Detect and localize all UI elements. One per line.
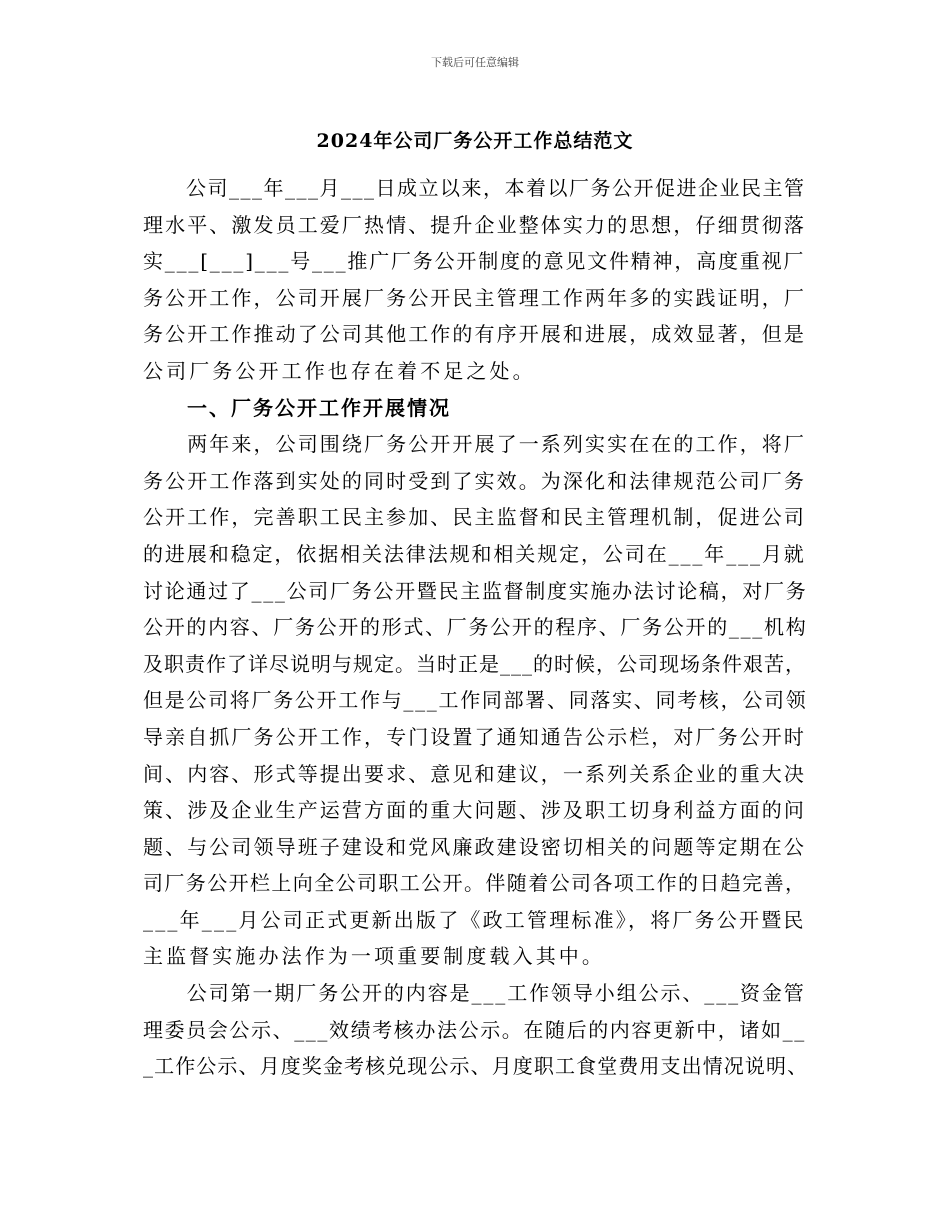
header-note: 下载后可任意编辑 (431, 56, 519, 69)
body-line: 公司第一期厂务公开的内容是___工作领导小组公示、___资金管 (143, 981, 806, 1006)
body-line: 间、内容、形式等提出要求、意见和建议，一系列关系企业的重大决 (143, 761, 806, 786)
body-line: 题、与公司领导班子建设和党风廉政建设密切相关的问题等定期在公 (143, 834, 806, 859)
body-line: 理委员会公示、___效绩考核办法公示。在随后的内容更新中，诸如__ (143, 1017, 806, 1042)
body-line: 策、涉及企业生产运营方面的重大问题、涉及职工切身利益方面的问 (143, 798, 806, 823)
document-title: 2024年公司厂务公开工作总结范文 (316, 130, 634, 152)
body-line: 的进展和稳定，依据相关法律法规和相关规定，公司在___年___月就 (143, 541, 806, 566)
body-line: 两年来，公司围绕厂务公开开展了一系列实实在在的工作，将厂 (143, 432, 806, 457)
body-line: _工作公示、月度奖金考核兑现公示、月度职工食堂费用支出情况说明、 (143, 1054, 809, 1079)
section-heading: 一、厂务公开工作开展情况 (143, 395, 451, 420)
body-line: 公开的内容、厂务公开的形式、厂务公开的程序、厂务公开的___机构 (143, 615, 808, 640)
body-line: 实___[___]___号___推广厂务公开制度的意见文件精神，高度重视厂 (143, 249, 806, 274)
body-line: 公司厂务公开工作也存在着不足之处。 (143, 358, 536, 383)
document-body (143, 170, 808, 1085)
body-line: 务公开工作，公司开展厂务公开民主管理工作两年多的实践证明，厂 (143, 285, 806, 310)
body-line: 及职责作了详尽说明与规定。当时正是___的时候，公司现场条件艰苦， (143, 651, 806, 676)
body-line: 主监督实施办法作为一项重要制度载入其中。 (143, 944, 605, 969)
body-line: 但是公司将厂务公开工作与___工作同部署、同落实、同考核，公司领 (143, 688, 808, 713)
body-line: 务公开工作推动了公司其他工作的有序开展和进展，成效显著，但是 (143, 322, 806, 347)
body-line: 公开工作，完善职工民主参加、民主监督和民主管理机制，促进公司 (143, 505, 806, 530)
body-line: 务公开工作落到实处的同时受到了实效。为深化和法律规范公司厂务 (143, 468, 806, 493)
body-line: 导亲自抓厂务公开工作，专门设置了通知通告公示栏，对厂务公开时 (143, 724, 806, 749)
body-line: ___年___月公司正式更新出版了《政工管理标准》，将厂务公开暨民 (143, 907, 806, 932)
body-line: 理水平、激发员工爱厂热情、提升企业整体实力的思想，仔细贯彻落 (143, 212, 806, 237)
body-line: 讨论通过了___公司厂务公开暨民主监督制度实施办法讨论稿，对厂务 (143, 578, 808, 603)
body-line: 公司___年___月___日成立以来，本着以厂务公开促进企业民主管 (143, 176, 806, 200)
body-line: 司厂务公开栏上向全公司职工公开。伴随着公司各项工作的日趋完善， (143, 871, 807, 896)
